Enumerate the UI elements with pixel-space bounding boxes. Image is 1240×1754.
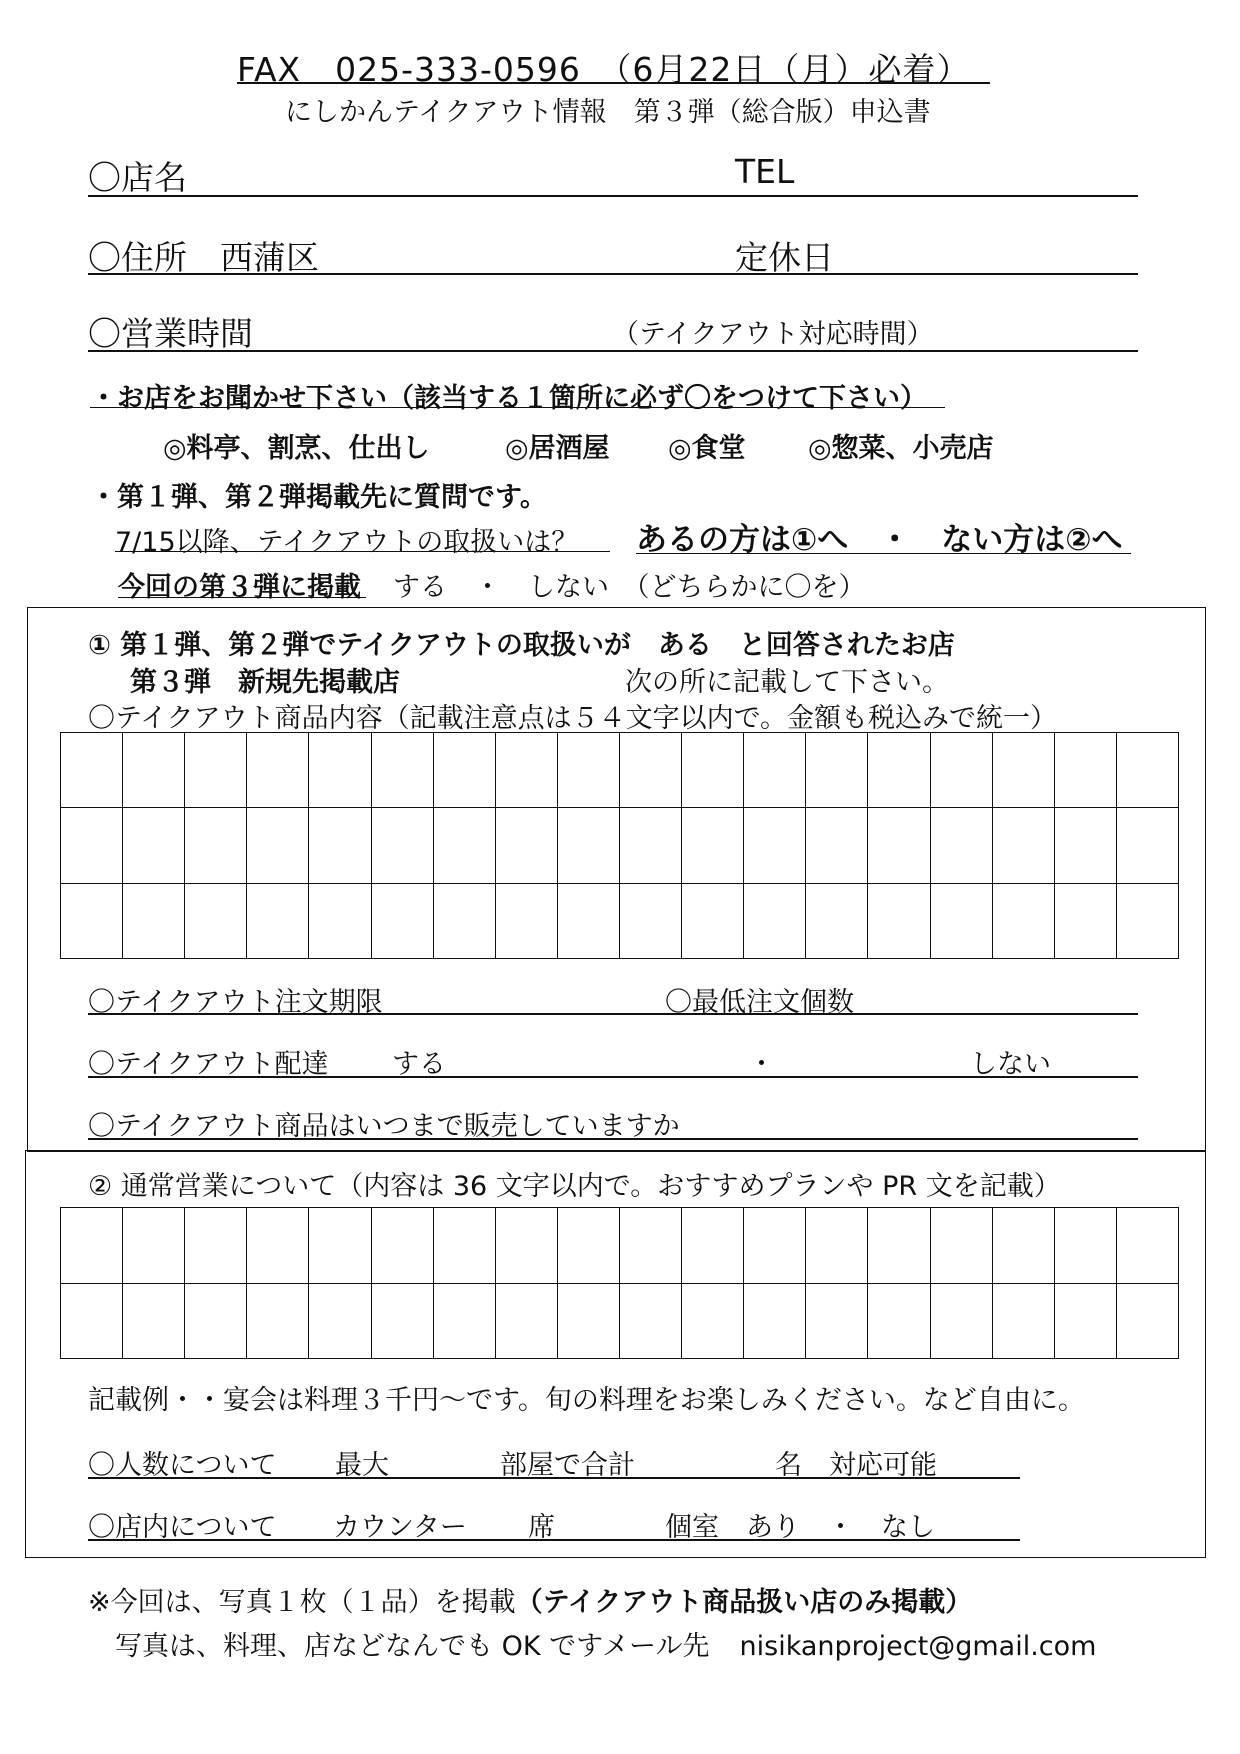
section2-title: ② 通常営業について（内容は 36 文字以内で。おすすめプランや PR 文を記載） [88,1171,1061,1202]
grid-cell[interactable] [372,1284,434,1360]
interior-label: 〇店内について [88,1512,277,1543]
grid-cell[interactable] [247,808,309,883]
grid-cell[interactable] [1055,1284,1117,1360]
answer-hint-underline [636,553,1131,554]
grid-cell[interactable] [744,1208,806,1284]
category-question-underline [90,407,945,408]
previous-question: ・第１弾、第２弾掲載先に質問です。 [90,482,547,513]
grid-cell[interactable] [434,733,496,808]
min-order-label: 〇最低注文個数 [665,987,854,1018]
grid-cell[interactable] [309,884,371,959]
grid-cell[interactable] [185,1208,247,1284]
grid-cell[interactable] [931,884,993,959]
takeout-content-label: 〇テイクアウト商品内容（記載注意点は５４文字以内で。金額も税込みで統一） [88,703,1058,734]
grid-cell[interactable] [620,808,682,883]
takeout-hours-label: （テイクアウト対応時間） [612,319,934,350]
grid-cell[interactable] [247,884,309,959]
grid-cell[interactable] [682,733,744,808]
grid-cell[interactable] [496,884,558,959]
shop-name-label: 〇店名 [88,158,187,197]
address-label: 〇住所 西蒲区 [88,238,319,277]
section1-title: ① 第１弾、第２弾でテイクアウトの取扱いが ある と回答されたお店 [88,630,955,661]
grid-cell[interactable] [744,733,806,808]
grid-cell[interactable] [123,884,185,959]
hours-label: 〇営業時間 [88,314,253,353]
grid-cell[interactable] [558,808,620,883]
grid-cell[interactable] [1117,884,1179,959]
grid-cell[interactable] [434,1208,496,1284]
category-question: ・お店をお聞かせ下さい（該当する１箇所に必ず〇をつけて下さい） [90,383,927,414]
grid-cell[interactable] [993,1284,1055,1360]
category-option-ryotei[interactable]: ◎料亭、割烹、仕出し [163,433,430,464]
regular-business-grid[interactable] [60,1207,1179,1359]
grid-cell[interactable] [61,733,123,808]
grid-cell[interactable] [496,1284,558,1360]
grid-cell[interactable] [682,1208,744,1284]
grid-cell[interactable] [309,1208,371,1284]
section1-subtitle: 第３弾 新規先掲載店 [130,667,400,698]
grid-cell[interactable] [620,884,682,959]
grid-cell[interactable] [496,733,558,808]
grid-cell[interactable] [247,1284,309,1360]
fax-header: FAX 025-333-0596 （6月22日（月）必着） [237,50,971,89]
grid-cell[interactable] [1055,808,1117,883]
grid-cell[interactable] [1117,808,1179,883]
grid-cell[interactable] [993,884,1055,959]
grid-cell[interactable] [620,1208,682,1284]
grid-cell[interactable] [372,808,434,883]
grid-cell[interactable] [496,808,558,883]
answer-hint: あるの方は①へ ・ ない方は②へ [636,522,1123,558]
photo-note [88,1580,972,1619]
grid-cell[interactable] [372,1208,434,1284]
sales-until-field[interactable] [88,1138,1138,1140]
grid-cell[interactable] [744,1284,806,1360]
grid-cell[interactable] [123,733,185,808]
grid-cell[interactable] [61,1208,123,1284]
grid-cell[interactable] [558,733,620,808]
grid-cell[interactable] [247,1208,309,1284]
category-option-sozai[interactable]: ◎惣菜、小売店 [808,433,994,464]
delivery-yes[interactable]: する [392,1049,446,1080]
takeout-content-grid[interactable] [60,732,1179,959]
grid-cell[interactable] [620,733,682,808]
grid-cell[interactable] [1055,1208,1117,1284]
after-date-underline [115,551,610,552]
photo-note-prefix: ※今回は、写真１枚（１品）を掲載 [88,1587,516,1618]
capacity-label: 〇人数について [88,1450,277,1481]
delivery-field[interactable] [88,1076,1138,1078]
grid-cell[interactable] [806,808,868,883]
grid-cell[interactable] [558,1208,620,1284]
capacity-rooms: 部屋で合計 [500,1450,635,1481]
grid-cell[interactable] [993,733,1055,808]
delivery-no[interactable]: しない [970,1049,1051,1080]
hours-field[interactable] [88,350,1138,352]
grid-cell[interactable] [931,808,993,883]
grid-cell[interactable] [868,1284,930,1360]
delivery-separator: ・ [748,1049,775,1080]
category-option-izakaya[interactable]: ◎居酒屋 [505,433,610,464]
contact-email[interactable]: nisikanproject@gmail.com [739,1631,1097,1662]
form-title: にしかんテイクアウト情報 第３弾（総合版）申込書 [285,97,931,128]
grid-cell[interactable] [806,884,868,959]
grid-cell[interactable] [744,884,806,959]
grid-cell[interactable] [434,884,496,959]
shop-name-field[interactable] [88,195,1138,197]
interior-field[interactable] [88,1539,1020,1541]
grid-cell[interactable] [682,1284,744,1360]
grid-cell[interactable] [682,884,744,959]
grid-cell[interactable] [185,884,247,959]
grid-cell[interactable] [806,733,868,808]
grid-cell[interactable] [744,808,806,883]
tel-label: TEL [735,152,795,191]
after-date-question: 7/15以降、テイクアウトの取扱いは？ [115,527,579,558]
grid-cell[interactable] [1117,733,1179,808]
fax-underline [237,82,990,84]
order-deadline-field[interactable] [88,1013,1138,1015]
grid-cell[interactable] [372,884,434,959]
grid-cell[interactable] [61,1284,123,1360]
grid-cell[interactable] [868,733,930,808]
grid-cell[interactable] [61,884,123,959]
grid-cell[interactable] [309,733,371,808]
grid-cell[interactable] [806,1284,868,1360]
delivery-label: 〇テイクアウト配達 [88,1049,329,1080]
grid-cell[interactable] [185,733,247,808]
publish-options[interactable]: する ・ しない （どちらかに〇を） [393,572,866,603]
photo-email-line [115,1624,1096,1663]
publish-underline [118,597,366,598]
publish-label: 今回の第３弾に掲載 [118,572,361,603]
grid-cell[interactable] [868,1208,930,1284]
capacity-field[interactable] [88,1477,1020,1479]
grid-cell[interactable] [434,1284,496,1360]
interior-counter: カウンター [333,1512,467,1543]
grid-cell[interactable] [123,1208,185,1284]
grid-cell[interactable] [123,1284,185,1360]
grid-cell[interactable] [309,1284,371,1360]
grid-cell[interactable] [309,808,371,883]
grid-cell[interactable] [1055,884,1117,959]
address-field[interactable] [88,273,1138,275]
grid-cell[interactable] [1117,1208,1179,1284]
grid-cell[interactable] [806,1208,868,1284]
grid-cell[interactable] [558,1284,620,1360]
grid-cell[interactable] [61,808,123,883]
interior-private-room[interactable]: 個室 あり ・ なし [665,1512,935,1543]
order-deadline-label: 〇テイクアウト注文期限 [88,987,383,1018]
category-option-shokudo[interactable]: ◎食堂 [668,433,746,464]
grid-cell[interactable] [868,884,930,959]
grid-cell[interactable] [1117,1284,1179,1360]
capacity-people: 名 対応可能 [775,1450,937,1481]
holiday-label: 定休日 [735,238,834,277]
grid-cell[interactable] [993,808,1055,883]
sales-until-label: 〇テイクアウト商品はいつまで販売していますか [88,1111,680,1142]
grid-cell[interactable] [993,1208,1055,1284]
grid-cell[interactable] [931,1284,993,1360]
grid-cell[interactable] [247,733,309,808]
grid-cell[interactable] [931,733,993,808]
section1-instruction: 次の所に記載して下さい。 [625,667,949,698]
grid-cell[interactable] [434,808,496,883]
interior-seats: 席 [528,1512,555,1543]
grid-cell[interactable] [185,808,247,883]
photo-note-bold: （テイクアウト商品扱い店のみ掲載） [515,1587,973,1618]
grid-cell[interactable] [931,1208,993,1284]
grid-cell[interactable] [620,1284,682,1360]
grid-cell[interactable] [372,733,434,808]
grid-cell[interactable] [123,808,185,883]
example-text: 記載例・・宴会は料理３千円～です。旬の料理をお楽しみください。など自由に。 [88,1385,1085,1416]
grid-cell[interactable] [558,884,620,959]
photo-instruction: 写真は、料理、店などなんでも OK ですメール先 [115,1631,710,1662]
grid-cell[interactable] [868,808,930,883]
grid-cell[interactable] [1055,733,1117,808]
capacity-max: 最大 [335,1450,389,1481]
grid-cell[interactable] [496,1208,558,1284]
grid-cell[interactable] [185,1284,247,1360]
grid-cell[interactable] [682,808,744,883]
